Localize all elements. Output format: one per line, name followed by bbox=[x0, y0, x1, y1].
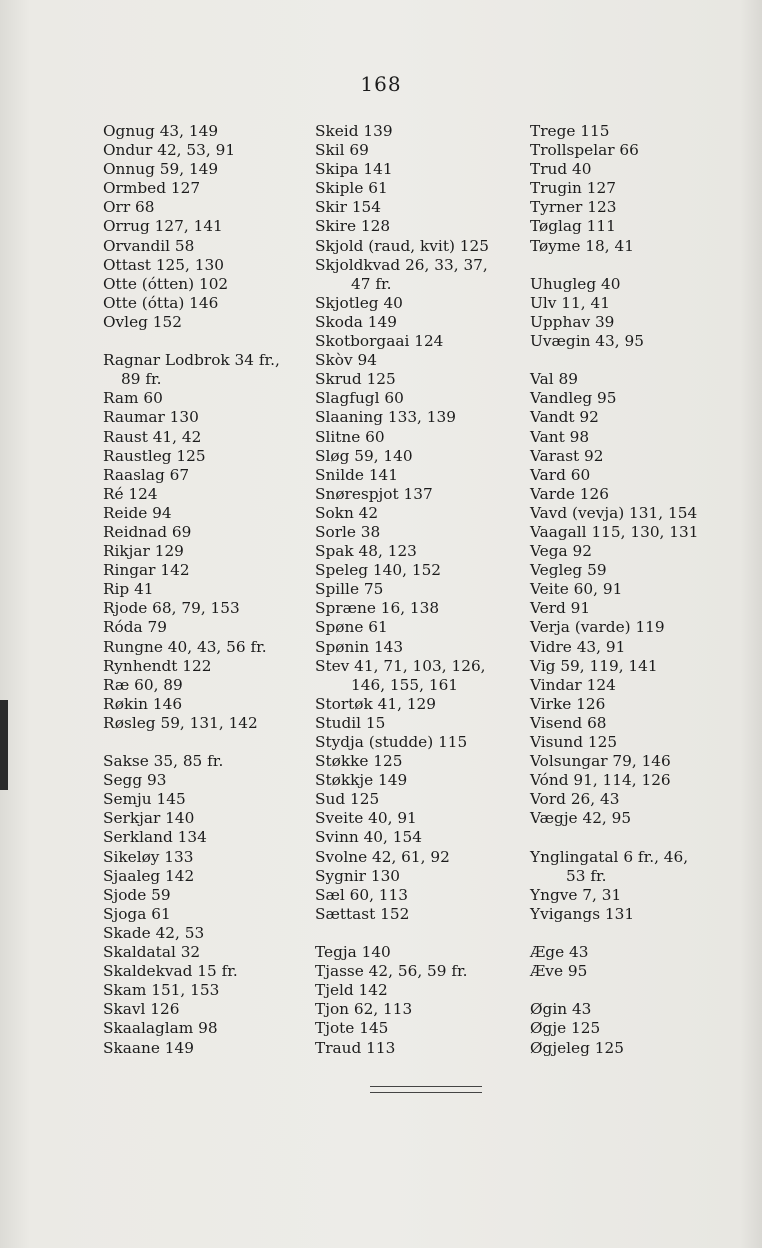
index-entry: Uhugleg 40 bbox=[530, 274, 621, 293]
index-entry: Sløg 59, 140 bbox=[315, 446, 413, 465]
index-entry: Ognug 43, 149 bbox=[103, 122, 219, 140]
index-entry: Ovleg 152 bbox=[103, 312, 182, 331]
index-block bbox=[530, 275, 698, 351]
index-entry: Yvigangs 131 bbox=[530, 904, 635, 923]
index-column-1 bbox=[103, 122, 280, 1058]
index-entry: Skade 42, 53 bbox=[103, 923, 205, 942]
index-entry: Tjasse 42, 56, 59 fr. bbox=[315, 962, 468, 981]
index-entry: Tegja 140 bbox=[315, 943, 391, 962]
index-entry: Ré 124 bbox=[103, 484, 158, 503]
index-entry: Skjoldkvad 26, 33, 37, bbox=[315, 255, 488, 274]
index-entry: Róda 79 bbox=[103, 618, 167, 637]
index-entry: Sjode 59 bbox=[103, 885, 171, 904]
index-entry: Skaalaglam 98 bbox=[103, 1019, 218, 1038]
index-entry: Vord 26, 43 bbox=[530, 790, 620, 809]
index-entry: Ormbed 127 bbox=[103, 179, 201, 198]
index-entry: Vavd (vevja) 131, 154 bbox=[530, 503, 698, 522]
index-entry: Skavl 126 bbox=[103, 1000, 180, 1019]
index-entry: Trugin 127 bbox=[530, 179, 616, 198]
index-entry: Trege 115 bbox=[530, 122, 610, 140]
index-entry: Vegleg 59 bbox=[530, 561, 607, 580]
index-entry: Raaslag 67 bbox=[103, 465, 190, 484]
index-entry: Virke 126 bbox=[530, 694, 606, 713]
index-entry: Ragnar Lodbrok 34 fr., bbox=[103, 351, 280, 370]
index-entry: Yngve 7, 31 bbox=[530, 885, 622, 904]
index-entry: Skire 128 bbox=[315, 217, 391, 236]
index-block bbox=[315, 943, 489, 1058]
index-entry: Sygnir 130 bbox=[315, 866, 401, 885]
index-entry: Sikeløy 133 bbox=[103, 847, 194, 866]
index-entry: Vægje 42, 95 bbox=[530, 809, 632, 828]
block-gap bbox=[530, 828, 698, 847]
index-block bbox=[530, 848, 698, 924]
index-entry: Skir 154 bbox=[315, 198, 382, 217]
block-gap bbox=[315, 924, 489, 943]
index-entry: Sveite 40, 91 bbox=[315, 809, 417, 828]
index-entry: Ottast 125, 130 bbox=[103, 255, 224, 274]
index-entry: Skotborgaai 124 bbox=[315, 332, 444, 351]
index-entry: Visund 125 bbox=[530, 733, 618, 751]
index-entry: Øgje 125 bbox=[530, 1019, 601, 1038]
index-entry: Æve 95 bbox=[530, 962, 588, 981]
index-entry: Onnug 59, 149 bbox=[103, 160, 219, 179]
index-entry: Sjoga 61 bbox=[103, 904, 171, 923]
index-entry: Raustleg 125 bbox=[103, 446, 206, 465]
index-entry: Tjeld 142 bbox=[315, 981, 388, 1000]
index-entry: Tyrner 123 bbox=[530, 198, 617, 217]
index-entry: Skòv 94 bbox=[315, 351, 377, 370]
index-entry: Otte (ótta) 146 bbox=[103, 293, 219, 312]
index-entry: Sakse 35, 85 fr. bbox=[103, 752, 224, 771]
index-entry: Spille 75 bbox=[315, 580, 384, 599]
index-entry: Rip 41 bbox=[103, 580, 154, 599]
index-entry: Segg 93 bbox=[103, 771, 167, 790]
index-entry: Reidnad 69 bbox=[103, 522, 192, 541]
index-entry: Skaane 149 bbox=[103, 1038, 194, 1057]
index-entry: Rungne 40, 43, 56 fr. bbox=[103, 637, 267, 656]
index-entry: Orrug 127, 141 bbox=[103, 217, 223, 236]
index-entry: Røsleg 59, 131, 142 bbox=[103, 713, 258, 732]
index-entry: Slaaning 133, 139 bbox=[315, 408, 456, 427]
index-entry: Stortøk 41, 129 bbox=[315, 694, 437, 713]
page-number: 168 bbox=[360, 72, 402, 96]
index-entry: Svinn 40, 154 bbox=[315, 828, 422, 847]
index-entry: Skipa 141 bbox=[315, 160, 393, 179]
index-entry: Studil 15 bbox=[315, 713, 386, 732]
index-entry: Raumar 130 bbox=[103, 408, 199, 427]
index-entry: Tjote 145 bbox=[315, 1019, 389, 1038]
index-entry: Serkjar 140 bbox=[103, 809, 195, 828]
index-entry: Sjaaleg 142 bbox=[103, 866, 195, 885]
index-entry: Verd 91 bbox=[530, 599, 591, 618]
index-entry: Vant 98 bbox=[530, 427, 590, 446]
index-entry: Røkin 146 bbox=[103, 694, 183, 713]
index-entry-continuation: 146, 155, 161 bbox=[351, 675, 459, 694]
index-entry: Ræ 60, 89 bbox=[103, 675, 183, 694]
index-entry: Støkkje 149 bbox=[315, 771, 408, 790]
index-entry: Vindar 124 bbox=[530, 675, 616, 694]
page-edge-shadow bbox=[0, 700, 8, 790]
index-entry: Spræne 16, 138 bbox=[315, 599, 440, 618]
index-block bbox=[530, 1000, 698, 1057]
index-entry: Val 89 bbox=[530, 370, 578, 389]
index-entry: Tøglag 111 bbox=[530, 217, 616, 236]
index-column-2 bbox=[315, 122, 489, 1058]
index-entry: Skaldatal 32 bbox=[103, 943, 201, 962]
index-entry: Volsungar 79, 146 bbox=[530, 752, 671, 771]
index-entry: Rikjar 129 bbox=[103, 542, 184, 561]
index-entry: Rjode 68, 79, 153 bbox=[103, 599, 240, 618]
index-entry: Vandt 92 bbox=[530, 408, 599, 427]
index-entry: Skoda 149 bbox=[315, 312, 397, 331]
index-entry: Øgin 43 bbox=[530, 1000, 592, 1019]
index-entry: Ringar 142 bbox=[103, 561, 190, 580]
index-entry: Skil 69 bbox=[315, 141, 369, 160]
index-entry: Sættast 152 bbox=[315, 904, 410, 923]
index-entry: Spønin 143 bbox=[315, 637, 404, 656]
index-block bbox=[103, 122, 280, 332]
block-gap bbox=[103, 733, 280, 752]
index-entry: Verja (varde) 119 bbox=[530, 618, 665, 637]
index-entry: Veite 60, 91 bbox=[530, 580, 623, 599]
index-entry: Orvandil 58 bbox=[103, 236, 195, 255]
index-entry: Svolne 42, 61, 92 bbox=[315, 847, 450, 866]
index-entry: Øgjeleg 125 bbox=[530, 1038, 624, 1057]
index-entry: Skam 151, 153 bbox=[103, 981, 220, 1000]
index-entry: Serkland 134 bbox=[103, 828, 207, 847]
index-entry: Speleg 140, 152 bbox=[315, 561, 442, 580]
index-entry: Spøne 61 bbox=[315, 618, 388, 637]
block-gap bbox=[530, 924, 698, 943]
index-entry: Trollspelar 66 bbox=[530, 141, 639, 160]
index-entry: Ynglingatal 6 fr., 46, bbox=[530, 847, 689, 866]
end-rule-divider bbox=[370, 1086, 482, 1093]
index-entry: Æge 43 bbox=[530, 943, 589, 962]
index-entry: Snørespjot 137 bbox=[315, 484, 433, 503]
index-entry: Trud 40 bbox=[530, 160, 592, 179]
index-entry: Slitne 60 bbox=[315, 427, 385, 446]
index-entry: Skrud 125 bbox=[315, 370, 396, 389]
index-entry: Skjotleg 40 bbox=[315, 293, 403, 312]
index-entry: Vig 59, 119, 141 bbox=[530, 656, 658, 675]
index-entry: Rynhendt 122 bbox=[103, 656, 212, 675]
block-gap bbox=[530, 256, 698, 275]
index-entry-continuation: 47 fr. bbox=[351, 274, 392, 293]
index-entry: Skeid 139 bbox=[315, 122, 393, 140]
index-entry-continuation: 89 fr. bbox=[121, 370, 162, 389]
index-entry: Skiple 61 bbox=[315, 179, 388, 198]
index-entry-continuation: 53 fr. bbox=[566, 866, 607, 885]
index-entry: Sæl 60, 113 bbox=[315, 885, 408, 904]
index-entry: Sud 125 bbox=[315, 790, 380, 809]
index-entry: Otte (ótten) 102 bbox=[103, 274, 229, 293]
index-column-3 bbox=[530, 122, 698, 1058]
index-entry: Sokn 42 bbox=[315, 503, 379, 522]
index-entry: Vaagall 115, 130, 131 bbox=[530, 522, 699, 541]
index-block bbox=[530, 943, 698, 981]
index-entry: Varde 126 bbox=[530, 484, 609, 503]
index-entry: Raust 41, 42 bbox=[103, 427, 202, 446]
index-entry: Snilde 141 bbox=[315, 465, 399, 484]
index-entry: Støkke 125 bbox=[315, 752, 403, 771]
index-entry: Semju 145 bbox=[103, 790, 186, 809]
index-entry: Stydja (studde) 115 bbox=[315, 733, 468, 751]
index-block bbox=[103, 752, 280, 1058]
index-entry: Orr 68 bbox=[103, 198, 155, 217]
block-gap bbox=[103, 332, 280, 351]
index-block bbox=[103, 351, 280, 733]
index-entry: Ondur 42, 53, 91 bbox=[103, 141, 236, 160]
index-entry: Skjold (raud, kvit) 125 bbox=[315, 236, 489, 255]
index-entry: Slagfugl 60 bbox=[315, 389, 404, 408]
index-entry: Upphav 39 bbox=[530, 312, 615, 331]
index-block bbox=[315, 122, 489, 924]
index-entry: Ram 60 bbox=[103, 389, 163, 408]
index-entry: Spak 48, 123 bbox=[315, 542, 417, 561]
index-entry: Reide 94 bbox=[103, 503, 172, 522]
index-entry: Skaldekvad 15 fr. bbox=[103, 962, 238, 981]
index-block bbox=[530, 122, 698, 256]
index-entry: Varast 92 bbox=[530, 446, 604, 465]
block-gap bbox=[530, 351, 698, 370]
index-entry: Vard 60 bbox=[530, 465, 591, 484]
index-entry: Vidre 43, 91 bbox=[530, 637, 626, 656]
index-entry: Stev 41, 71, 103, 126, bbox=[315, 656, 486, 675]
index-entry: Uvægin 43, 95 bbox=[530, 332, 644, 351]
index-entry: Sorle 38 bbox=[315, 522, 381, 541]
index-entry: Vandleg 95 bbox=[530, 389, 617, 408]
index-entry: Tjon 62, 113 bbox=[315, 1000, 413, 1019]
index-entry: Vega 92 bbox=[530, 542, 592, 561]
block-gap bbox=[530, 981, 698, 1000]
index-entry: Visend 68 bbox=[530, 713, 607, 732]
index-block bbox=[530, 370, 698, 828]
index-entry: Tøyme 18, 41 bbox=[530, 236, 634, 255]
index-entry: Vónd 91, 114, 126 bbox=[530, 771, 671, 790]
index-entry: Traud 113 bbox=[315, 1038, 396, 1057]
index-entry: Ulv 11, 41 bbox=[530, 293, 610, 312]
